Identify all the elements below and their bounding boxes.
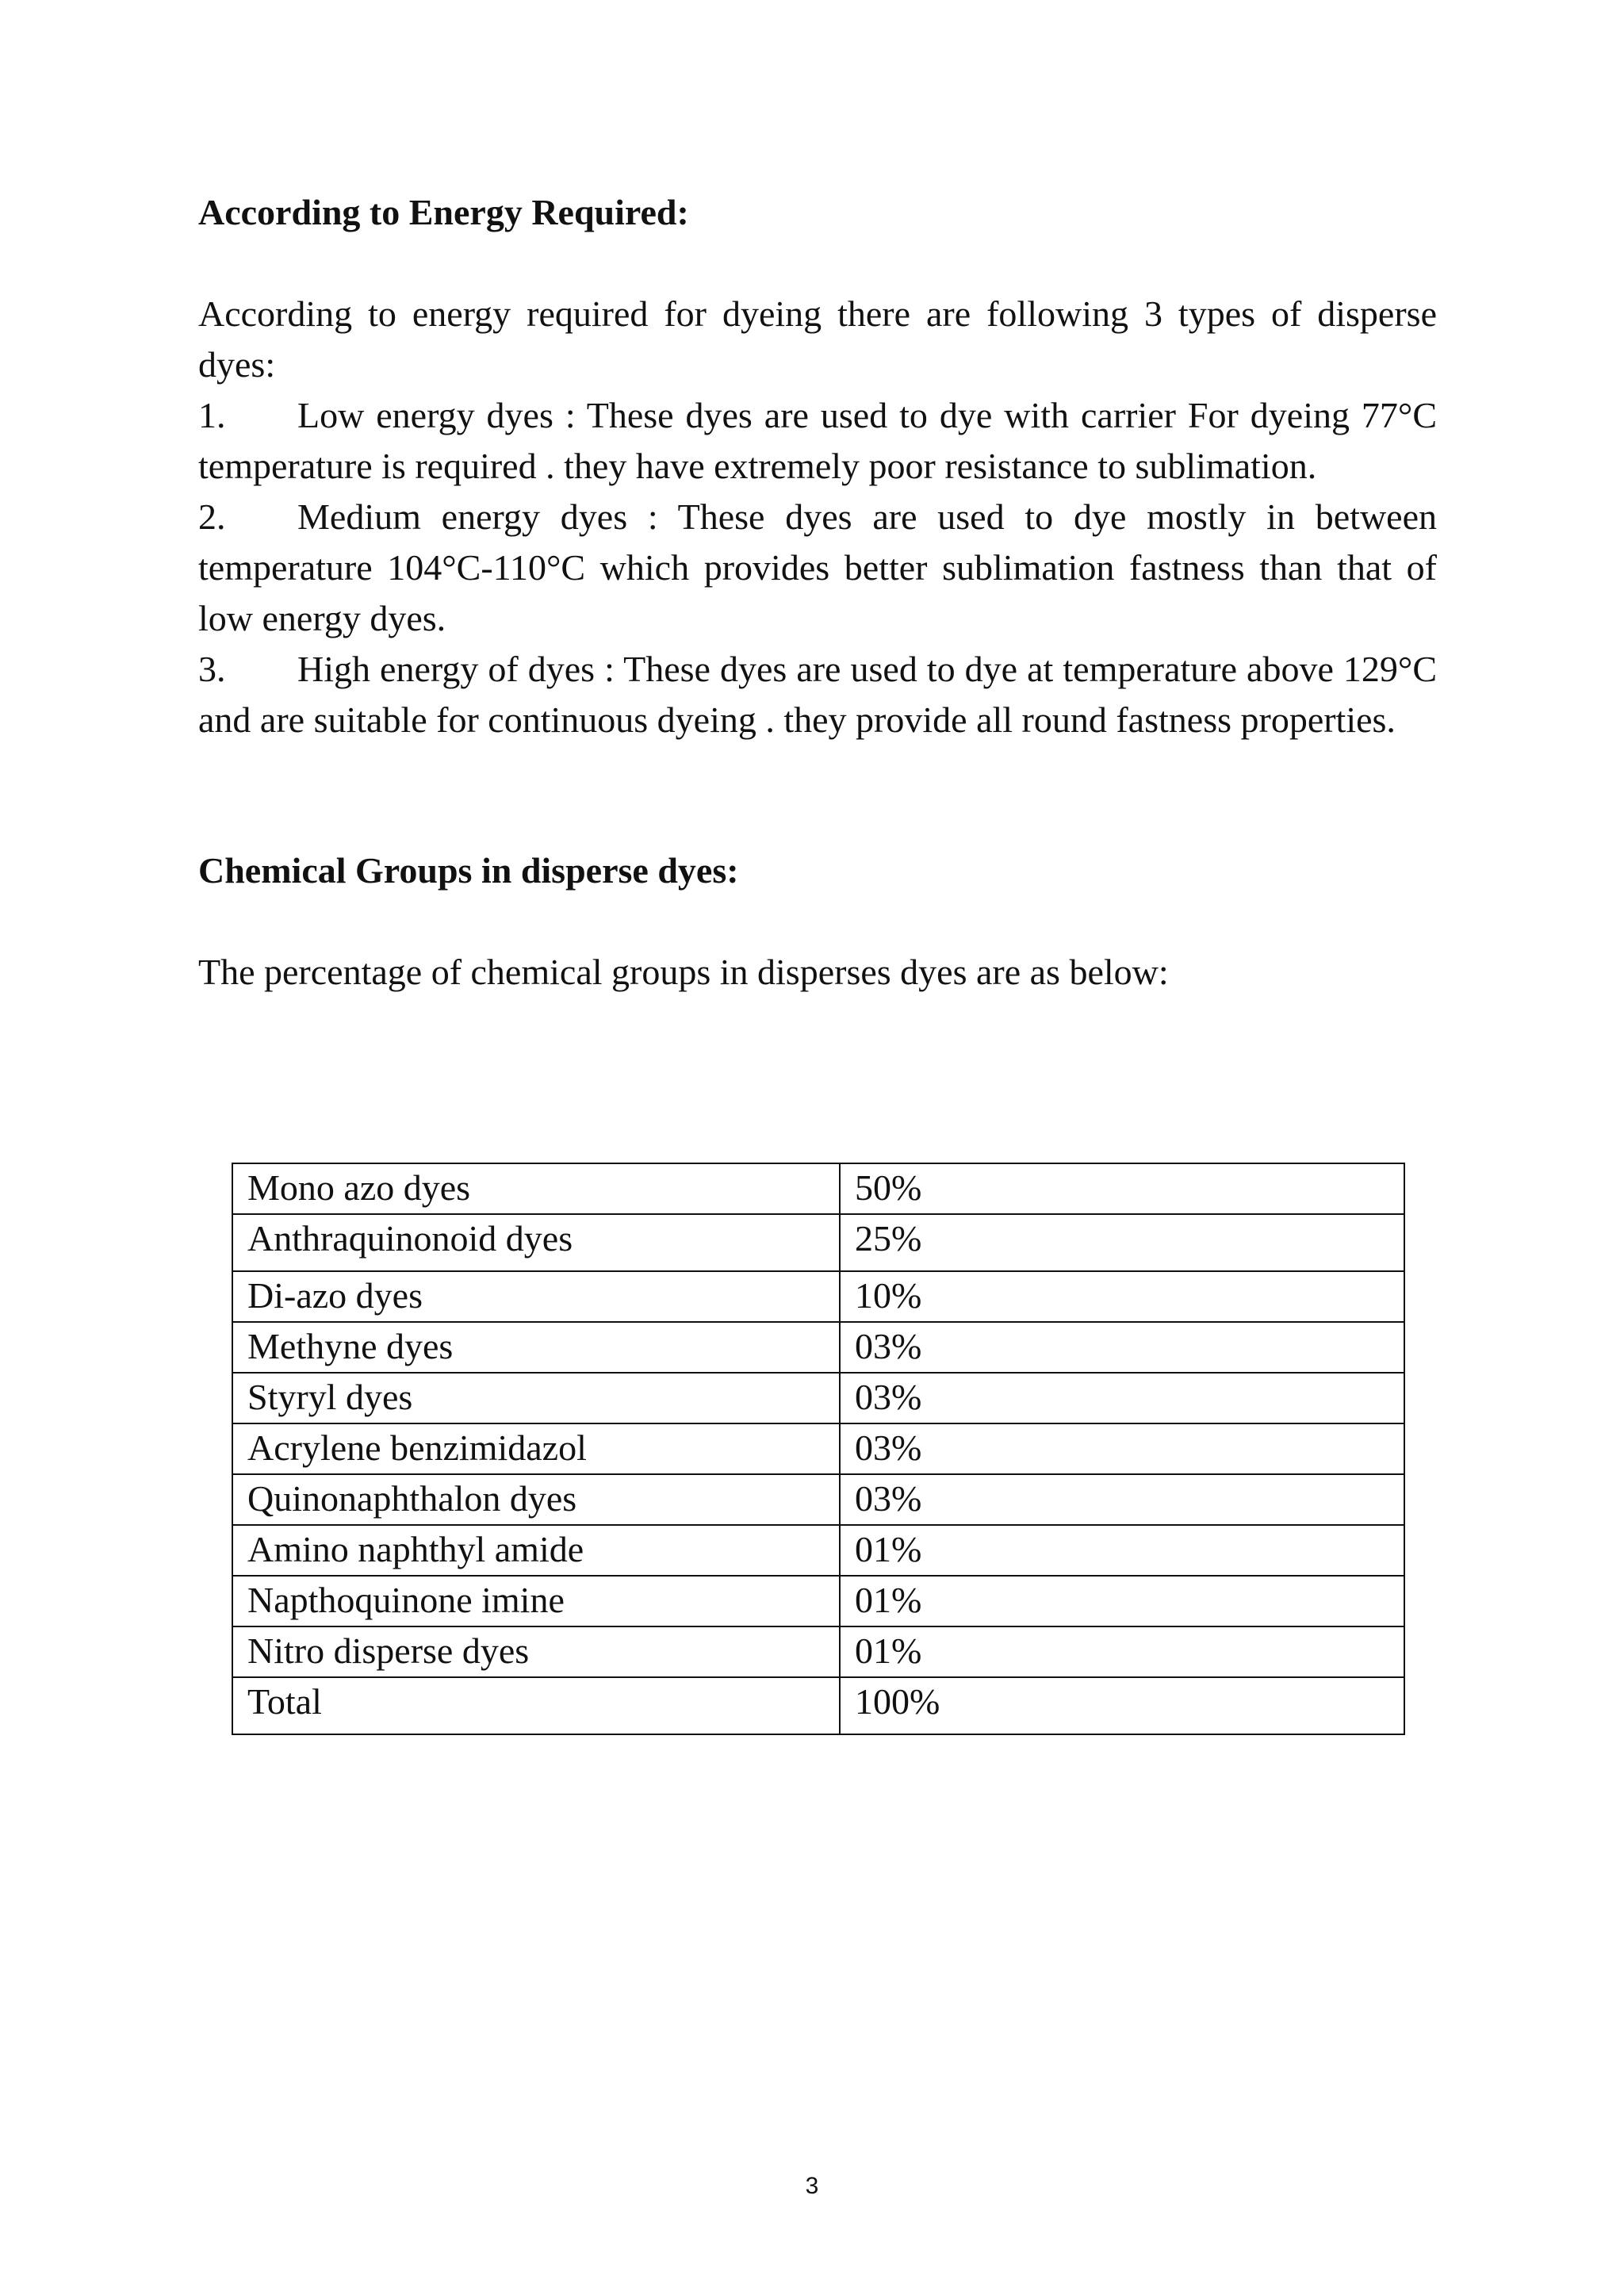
page-content (198, 187, 1437, 998)
group-name-cell: Quinonaphthalon dyes (232, 1474, 840, 1525)
group-percent-cell: 03% (840, 1474, 1404, 1525)
group-name-cell: Napthoquinone imine (232, 1576, 840, 1626)
list-item-number: 1. (198, 395, 226, 435)
group-name-cell: Nitro disperse dyes (232, 1626, 840, 1677)
list-item-text: Medium energy dyes : These dyes are used to dye mostly in between temperature 104°C-110°C which provides better sublimation fastness than that of low energy dyes. (198, 496, 1437, 638)
group-percent-cell: 01% (840, 1525, 1404, 1576)
group-percent-cell: 50% (840, 1163, 1404, 1214)
table-row (232, 1322, 1404, 1373)
group-name-cell: Methyne dyes (232, 1322, 840, 1373)
table-row (232, 1474, 1404, 1525)
group-percent-cell: 25% (840, 1214, 1404, 1271)
table-row (232, 1576, 1404, 1626)
table-row-total (232, 1677, 1404, 1734)
group-name-cell: Anthraquinonoid dyes (232, 1214, 840, 1271)
group-percent-cell: 10% (840, 1271, 1404, 1322)
group-percent-cell: 03% (840, 1322, 1404, 1373)
table-row (232, 1423, 1404, 1474)
group-percent-cell: 01% (840, 1576, 1404, 1626)
group-name-cell: Acrylene benzimidazol (232, 1423, 840, 1474)
energy-list-item (198, 644, 1437, 745)
group-percent-cell: 03% (840, 1423, 1404, 1474)
group-name-cell: Mono azo dyes (232, 1163, 840, 1214)
table-row (232, 1626, 1404, 1677)
chemical-groups-heading: Chemical Groups in disperse dyes: (198, 850, 739, 891)
table-row (232, 1163, 1404, 1214)
group-name-cell: Styryl dyes (232, 1373, 840, 1423)
energy-intro-paragraph: According to energy required for dyeing there are following 3 types of disperse dyes: (198, 293, 1437, 385)
list-item-text: Low energy dyes : These dyes are used to dye with carrier For dyeing 77°C temperature is required . they have extremely poor resistance to sublimation. (198, 395, 1437, 486)
group-percent-cell: 03% (840, 1373, 1404, 1423)
total-percent-cell: 100% (840, 1677, 1404, 1734)
list-item-number: 2. (198, 496, 226, 537)
energy-list-item (198, 390, 1437, 492)
table-row (232, 1271, 1404, 1322)
total-label-cell: Total (232, 1677, 840, 1734)
group-percent-cell: 01% (840, 1626, 1404, 1677)
table-row (232, 1214, 1404, 1271)
energy-list-item (198, 492, 1437, 644)
list-item-text: High energy of dyes : These dyes are used to dye at temperature above 129°C and are suitable for continuous dyeing . they provide all round fastness properties. (198, 649, 1437, 740)
page-number: 3 (805, 2173, 819, 2199)
table-row (232, 1373, 1404, 1423)
chemical-groups-table (232, 1163, 1405, 1735)
energy-section-heading: According to Energy Required: (198, 192, 689, 232)
list-item-number: 3. (198, 649, 226, 689)
group-name-cell: Amino naphthyl amide (232, 1525, 840, 1576)
table-row (232, 1525, 1404, 1576)
group-name-cell: Di-azo dyes (232, 1271, 840, 1322)
chemical-groups-intro: The percentage of chemical groups in disperses dyes are as below: (198, 952, 1169, 992)
